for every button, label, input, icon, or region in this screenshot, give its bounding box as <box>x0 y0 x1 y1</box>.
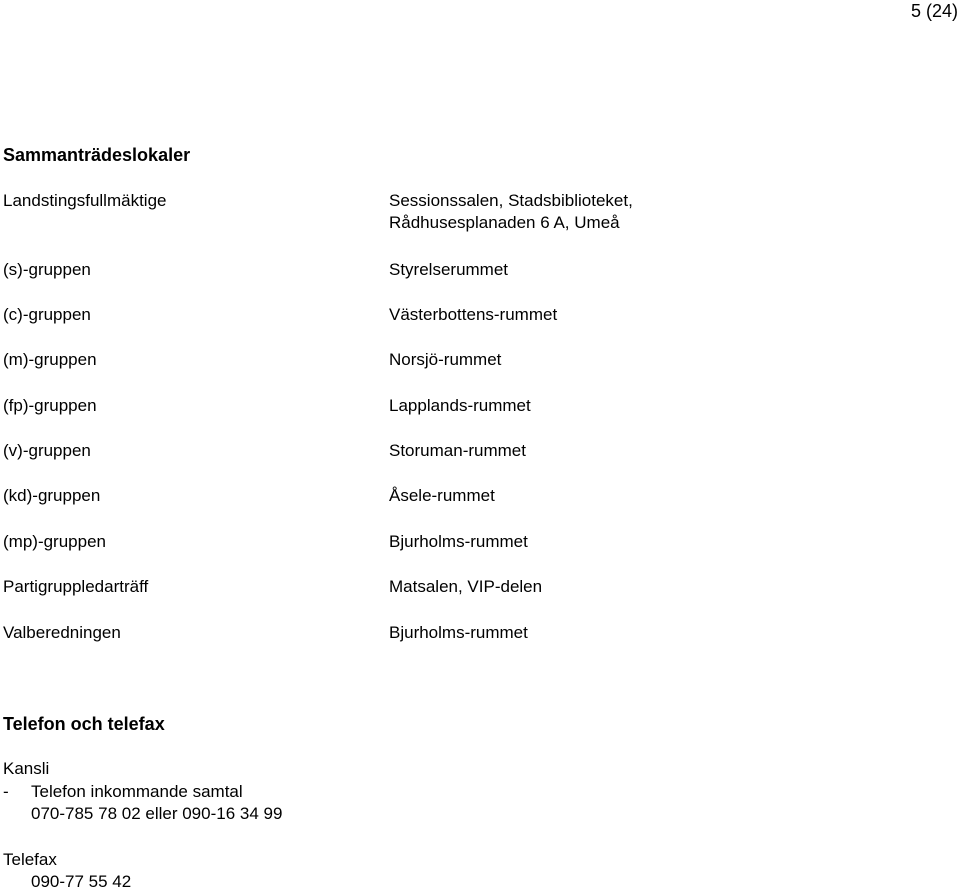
group-fp: (fp)-gruppen <box>3 396 97 415</box>
room-lapplands: Lapplands-rummet <box>389 396 531 415</box>
room-matsalen: Matsalen, VIP-delen <box>389 577 543 596</box>
room-sessionssalen-address: Rådhusesplanaden 6 A, Umeå <box>389 213 620 232</box>
room-bjurholms-2: Bjurholms-rummet <box>389 623 528 642</box>
room-styrelserummet: Styrelserummet <box>389 260 509 279</box>
group-m: (m)-gruppen <box>3 350 97 369</box>
phone-numbers: 070-785 78 02 eller 090-16 34 99 <box>31 804 283 823</box>
room-sessionssalen: Sessionssalen, Stadsbiblioteket, <box>389 191 633 210</box>
meeting-rooms-heading: Sammanträdeslokaler <box>3 145 191 165</box>
group-mp: (mp)-gruppen <box>3 532 106 551</box>
room-asele: Åsele-rummet <box>389 486 495 505</box>
group-valberedningen: Valberedningen <box>3 623 121 642</box>
fax-number: 090-77 55 42 <box>31 872 132 891</box>
phone-label: Telefon inkommande samtal <box>31 782 243 801</box>
group-c: (c)-gruppen <box>3 305 91 324</box>
group-v: (v)-gruppen <box>3 441 91 460</box>
group-partigruppledartraff: Partigruppledarträff <box>3 577 149 596</box>
fax-label: Telefax <box>3 850 57 869</box>
group-s: (s)-gruppen <box>3 260 91 279</box>
room-bjurholms: Bjurholms-rummet <box>389 532 528 551</box>
office-label: Kansli <box>3 759 50 778</box>
phone-dash: - <box>3 782 9 801</box>
page-number: 5 (24) <box>910 1 958 21</box>
room-norsjo: Norsjö-rummet <box>389 350 502 369</box>
group-landstingsfullmaktige: Landstingsfullmäktige <box>3 191 167 210</box>
contact-heading: Telefon och telefax <box>3 714 165 734</box>
group-kd: (kd)-gruppen <box>3 486 101 505</box>
room-storuman: Storuman-rummet <box>389 441 526 460</box>
room-vasterbottens: Västerbottens-rummet <box>389 305 558 324</box>
